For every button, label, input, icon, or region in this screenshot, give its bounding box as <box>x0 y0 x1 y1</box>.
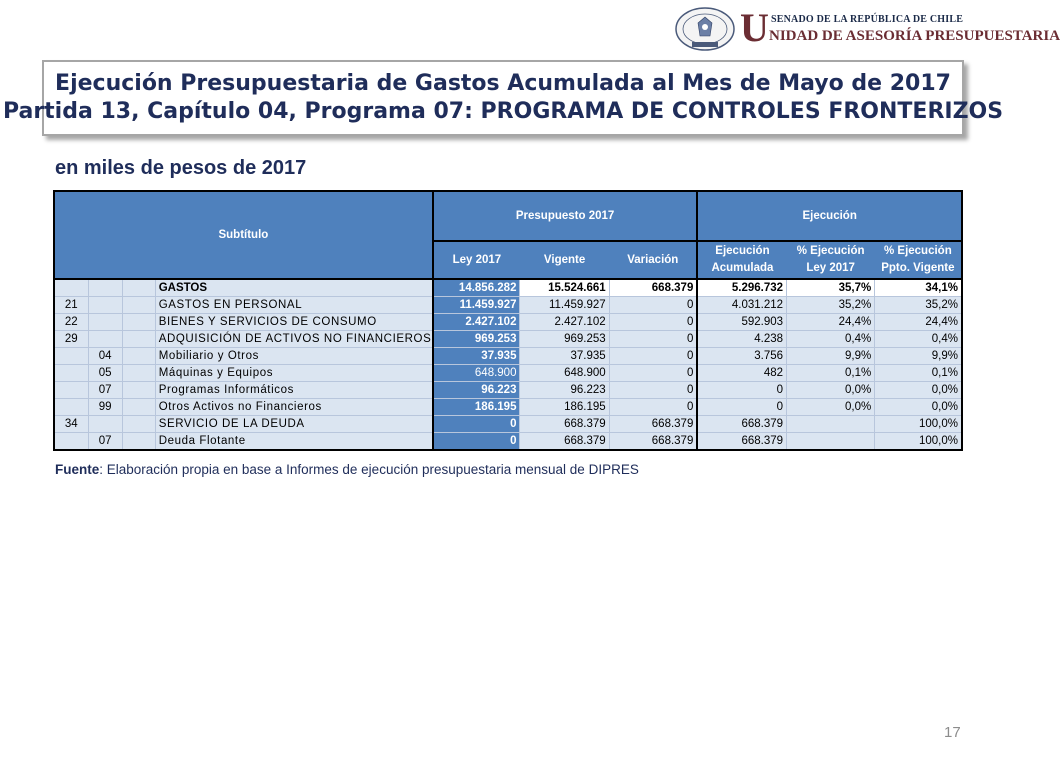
cell-ley-2017: 96.223 <box>433 382 520 399</box>
cell-ejecucion-acumulada: 5.296.732 <box>697 279 786 297</box>
cell-ley-2017: 186.195 <box>433 399 520 416</box>
cell-variacion: 0 <box>609 331 697 348</box>
logo-senado-line: SENADO DE LA REPÚBLICA DE CHILE <box>771 14 964 25</box>
cell-item: 04 <box>88 348 122 365</box>
table-row <box>54 399 962 416</box>
source-text: : Elaboración propia en base a Informes de ejecución presupuestaria mensual de DIPRES <box>99 462 639 477</box>
header-subtitulo: Subtítulo <box>54 191 433 279</box>
cell-asignacion <box>122 331 155 348</box>
cell-variacion: 0 <box>609 399 697 416</box>
cell-subtitulo: 22 <box>54 314 88 331</box>
cell-variacion: 0 <box>609 297 697 314</box>
cell-ley-2017: 969.253 <box>433 331 520 348</box>
cell-vigente: 2.427.102 <box>520 314 609 331</box>
cell-pct-ejecucion-vigente: 0,0% <box>875 382 962 399</box>
cell-subtitulo <box>54 279 88 297</box>
cell-ley-2017: 0 <box>433 416 520 433</box>
cell-ley-2017: 0 <box>433 433 520 451</box>
cell-ley-2017: 648.900 <box>433 365 520 382</box>
cell-pct-ejecucion-vigente: 34,1% <box>875 279 962 297</box>
cell-pct-ejecucion-ley: 0,0% <box>787 382 875 399</box>
cell-item: 07 <box>88 433 122 451</box>
cell-ejecucion-acumulada: 0 <box>697 382 786 399</box>
cell-variacion: 0 <box>609 365 697 382</box>
cell-subtitulo: 29 <box>54 331 88 348</box>
units-subtitle: en miles de pesos de 2017 <box>55 157 307 179</box>
cell-vigente: 15.524.661 <box>520 279 609 297</box>
header-ejecucion-acumulada: Ejecución Acumulada <box>697 241 786 279</box>
cell-ley-2017: 2.427.102 <box>433 314 520 331</box>
table-row <box>54 348 962 365</box>
cell-descripcion: ADQUISICIÓN DE ACTIVOS NO FINANCIEROS <box>155 331 433 348</box>
cell-pct-ejecucion-vigente: 9,9% <box>875 348 962 365</box>
cell-pct-ejecucion-ley: 9,9% <box>787 348 875 365</box>
cell-descripcion: Deuda Flotante <box>155 433 433 451</box>
cell-ejecucion-acumulada: 592.903 <box>697 314 786 331</box>
cell-ejecucion-acumulada: 0 <box>697 399 786 416</box>
title-line-2: Partida 13, Capítulo 04, Programa 07: PROGRAMA DE CONTROLES FRONTERIZOS <box>2 99 1004 124</box>
cell-asignacion <box>122 382 155 399</box>
source-note <box>55 462 639 477</box>
cell-subtitulo <box>54 382 88 399</box>
cell-descripcion: GASTOS <box>155 279 433 297</box>
header-pct-ejecucion-ley: % Ejecución Ley 2017 <box>787 241 875 279</box>
cell-descripcion: Máquinas y Equipos <box>155 365 433 382</box>
table-row <box>54 433 962 451</box>
cell-pct-ejecucion-ley: 35,7% <box>787 279 875 297</box>
cell-ley-2017: 37.935 <box>433 348 520 365</box>
cell-vigente: 969.253 <box>520 331 609 348</box>
cell-vigente: 37.935 <box>520 348 609 365</box>
header-pct-ejecucion-vigente: % Ejecución Ppto. Vigente <box>875 241 962 279</box>
cell-pct-ejecucion-vigente: 100,0% <box>875 433 962 451</box>
cell-pct-ejecucion-ley <box>787 433 875 451</box>
table-row <box>54 416 962 433</box>
cell-pct-ejecucion-ley: 35,2% <box>787 297 875 314</box>
cell-vigente: 186.195 <box>520 399 609 416</box>
title-line-1: Ejecución Presupuestaria de Gastos Acumulada al Mes de Mayo de 2017 <box>55 71 951 96</box>
cell-ejecucion-acumulada: 4.031.212 <box>697 297 786 314</box>
cell-asignacion <box>122 365 155 382</box>
logo-unit-name: NIDAD DE ASESORÍA PRESUPUESTARIA <box>769 28 1060 44</box>
cell-item <box>88 279 122 297</box>
cell-vigente: 668.379 <box>520 416 609 433</box>
cell-asignacion <box>122 297 155 314</box>
cell-ejecucion-acumulada: 482 <box>697 365 786 382</box>
header-variacion: Variación <box>609 241 697 279</box>
cell-item <box>88 297 122 314</box>
header-ley-2017: Ley 2017 <box>433 241 520 279</box>
table-row <box>54 331 962 348</box>
cell-variacion: 668.379 <box>609 279 697 297</box>
table-row <box>54 382 962 399</box>
header-vigente: Vigente <box>520 241 609 279</box>
logo-initial: U <box>740 5 769 50</box>
cell-subtitulo <box>54 348 88 365</box>
cell-ejecucion-acumulada: 668.379 <box>697 416 786 433</box>
cell-item <box>88 331 122 348</box>
cell-asignacion <box>122 279 155 297</box>
cell-variacion: 668.379 <box>609 433 697 451</box>
cell-subtitulo: 21 <box>54 297 88 314</box>
cell-subtitulo <box>54 365 88 382</box>
cell-pct-ejecucion-vigente: 0,4% <box>875 331 962 348</box>
cell-pct-ejecucion-ley: 0,0% <box>787 399 875 416</box>
cell-pct-ejecucion-vigente: 100,0% <box>875 416 962 433</box>
cell-descripcion: GASTOS EN PERSONAL <box>155 297 433 314</box>
cell-variacion: 0 <box>609 314 697 331</box>
cell-ley-2017: 14.856.282 <box>433 279 520 297</box>
cell-asignacion <box>122 314 155 331</box>
cell-vigente: 96.223 <box>520 382 609 399</box>
cell-subtitulo <box>54 433 88 451</box>
page-number: 17 <box>944 724 961 741</box>
cell-pct-ejecucion-ley: 0,1% <box>787 365 875 382</box>
cell-pct-ejecucion-vigente: 0,1% <box>875 365 962 382</box>
cell-subtitulo <box>54 399 88 416</box>
header-presupuesto-group: Presupuesto 2017 <box>433 191 698 241</box>
cell-ejecucion-acumulada: 668.379 <box>697 433 786 451</box>
cell-pct-ejecucion-ley: 24,4% <box>787 314 875 331</box>
cell-variacion: 668.379 <box>609 416 697 433</box>
cell-ejecucion-acumulada: 3.756 <box>697 348 786 365</box>
table-row <box>54 365 962 382</box>
cell-ley-2017: 11.459.927 <box>433 297 520 314</box>
cell-asignacion <box>122 433 155 451</box>
cell-descripcion: SERVICIO DE LA DEUDA <box>155 416 433 433</box>
cell-descripcion: Otros Activos no Financieros <box>155 399 433 416</box>
budget-table <box>53 190 963 451</box>
cell-pct-ejecucion-vigente: 24,4% <box>875 314 962 331</box>
cell-vigente: 11.459.927 <box>520 297 609 314</box>
cell-pct-ejecucion-ley: 0,4% <box>787 331 875 348</box>
senado-logo <box>672 4 1060 54</box>
cell-variacion: 0 <box>609 348 697 365</box>
cell-vigente: 648.900 <box>520 365 609 382</box>
cell-item: 07 <box>88 382 122 399</box>
cell-item <box>88 314 122 331</box>
cell-item: 05 <box>88 365 122 382</box>
cell-asignacion <box>122 399 155 416</box>
table-row <box>54 279 962 297</box>
cell-asignacion <box>122 348 155 365</box>
cell-subtitulo: 34 <box>54 416 88 433</box>
table-row <box>54 297 962 314</box>
header-ejecucion-group: Ejecución <box>697 191 962 241</box>
cell-vigente: 668.379 <box>520 433 609 451</box>
title-box <box>2 60 1004 136</box>
cell-descripcion: Mobiliario y Otros <box>155 348 433 365</box>
source-label: Fuente <box>55 462 100 477</box>
cell-item <box>88 416 122 433</box>
cell-descripcion: BIENES Y SERVICIOS DE CONSUMO <box>155 314 433 331</box>
cell-pct-ejecucion-vigente: 35,2% <box>875 297 962 314</box>
cell-item: 99 <box>88 399 122 416</box>
table-row <box>54 314 962 331</box>
cell-pct-ejecucion-vigente: 0,0% <box>875 399 962 416</box>
cell-ejecucion-acumulada: 4.238 <box>697 331 786 348</box>
cell-pct-ejecucion-ley <box>787 416 875 433</box>
senado-seal-icon <box>674 6 736 52</box>
cell-asignacion <box>122 416 155 433</box>
cell-descripcion: Programas Informáticos <box>155 382 433 399</box>
cell-variacion: 0 <box>609 382 697 399</box>
